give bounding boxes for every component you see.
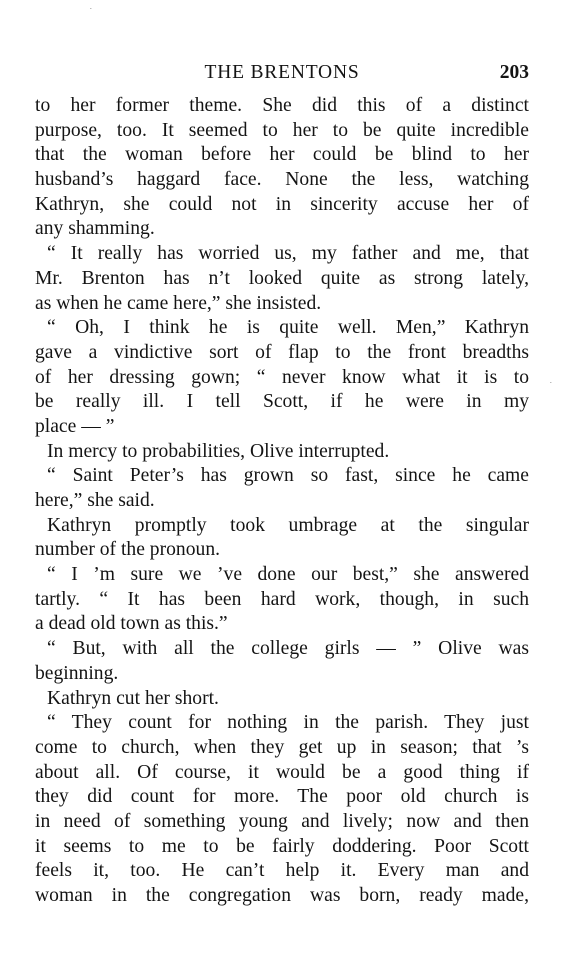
text-line: to her former theme. She did this of a distinct [35, 95, 529, 116]
text-line: beginning. [35, 662, 119, 684]
print-speck: . [90, 3, 92, 11]
text-line: come to church, when they get up in season; that ’s [35, 736, 529, 758]
text-line: Kathryn, she could not in sincerity accuse her of [35, 193, 529, 215]
text-line: of her dressing gown; “ never know what it is to [35, 366, 529, 388]
text-line: “ Saint Peter’s has grown so fast, since he came [47, 465, 529, 487]
text-line: purpose, too. It seemed to her to be quite incredible [35, 119, 529, 141]
body-text [35, 94, 529, 909]
text-line: a dead old town as this.” [35, 613, 228, 635]
text-line: gave a vindictive sort of flap to the front breadths [35, 341, 529, 363]
text-line: Mr. Brenton has n’t looked quite as strong lately, [35, 267, 529, 289]
text-line: they did count for more. The poor old church is [35, 786, 529, 808]
text-line: about all. Of course, it would be a good thing if [35, 761, 529, 783]
text-line: Kathryn cut her short. [47, 687, 219, 709]
text-line: here,” she said. [35, 490, 155, 511]
page-header [35, 60, 529, 86]
text-line: in need of something young and lively; now and then [35, 810, 529, 832]
text-line: “ But, with all the college girls — ” Olive was [47, 638, 529, 660]
text-line: that the woman before her could be blind to her [35, 144, 529, 166]
text-line: number of the pronoun. [35, 539, 221, 561]
text-line: “ I ’m sure we ’ve done our best,” she answered [47, 564, 529, 586]
print-speck: . [550, 377, 552, 385]
text-line: “ Oh, I think he is quite well. Men,” Kathryn [47, 317, 529, 339]
text-line: Kathryn promptly took umbrage at the singular [47, 514, 529, 536]
text-line: husband’s haggard face. None the less, watching [35, 169, 529, 191]
running-title: THE BRENTONS [204, 62, 360, 83]
page-number: 203 [499, 62, 529, 83]
text-line: as when he came here,” she insisted. [35, 292, 322, 314]
text-line: place — ” [35, 415, 115, 437]
text-line: In mercy to probabilities, Olive interrupted. [47, 440, 390, 462]
text-line: “ They count for nothing in the parish. They just [47, 712, 529, 734]
text-line: it seems to me to be fairly doddering. Poor Scott [35, 835, 529, 857]
text-line: tartly. “ It has been hard work, though, in such [35, 588, 529, 610]
text-line: any shamming. [35, 218, 155, 240]
text-line: woman in the congregation was born, ready made, [35, 885, 529, 906]
text-line: “ It really has worried us, my father and me, that [47, 243, 529, 265]
text-line: be really ill. I tell Scott, if he were in my [35, 391, 529, 413]
text-line: feels it, too. He can’t help it. Every man and [35, 860, 529, 882]
